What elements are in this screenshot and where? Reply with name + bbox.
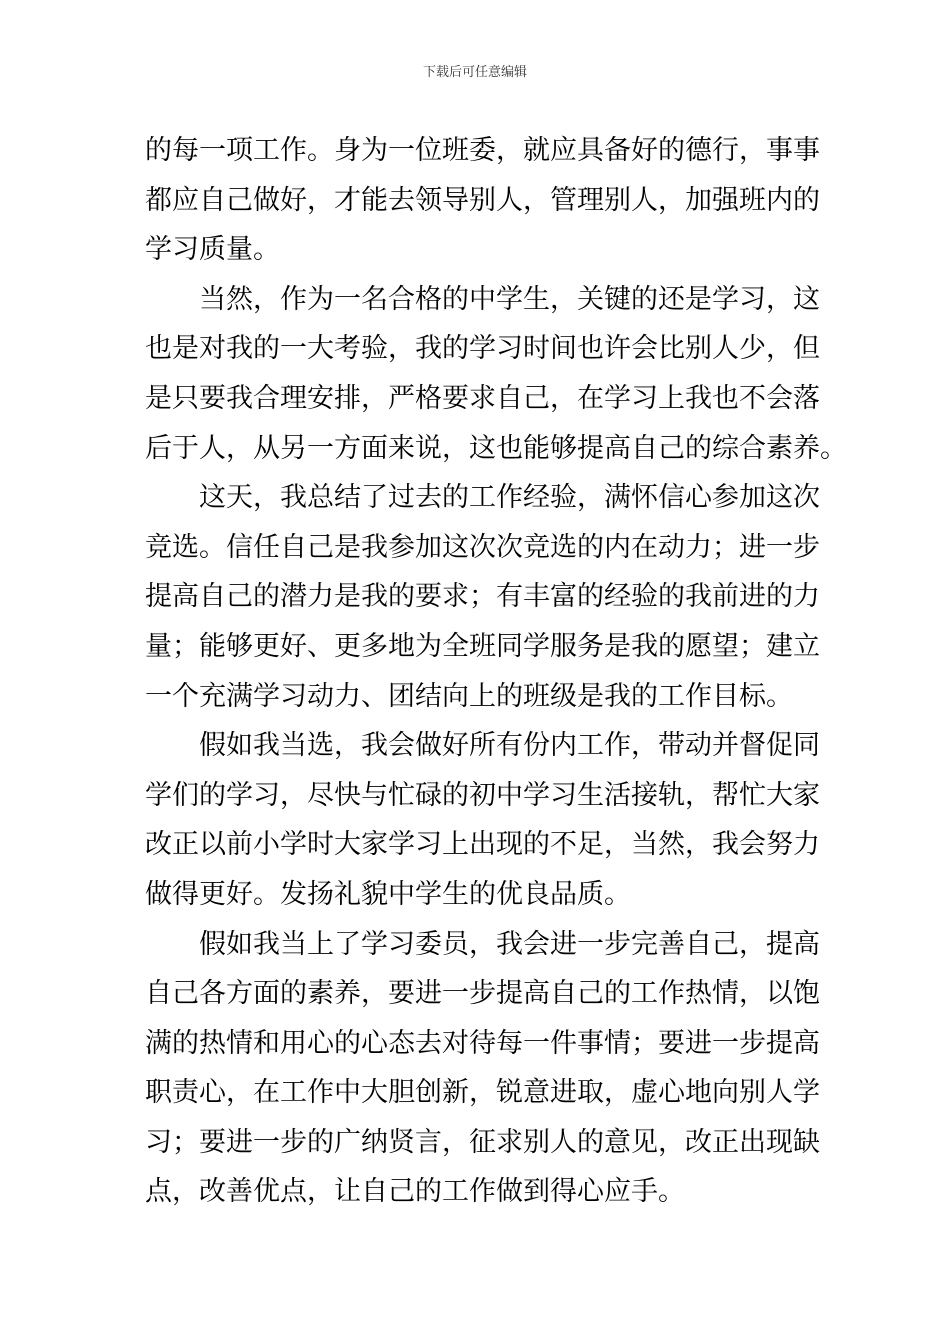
paragraph-2: [145, 275, 847, 473]
text-line: 量；能够更好、更多地为全班同学服务是我的愿望；建立: [145, 630, 820, 662]
paragraph-3: [145, 473, 820, 721]
text-line: 提高自己的潜力是我的要求；有丰富的经验的我前进的力: [145, 581, 820, 613]
page-header: 下载后可任意编辑: [422, 65, 527, 80]
text-line: 是只要我合理安排，严格要求自己，在学习上我也不会落: [145, 382, 820, 414]
paragraph-5: [145, 920, 820, 1218]
text-line: 的每一项工作。身为一位班委，就应具备好的德行，事事: [145, 135, 820, 166]
text-line: 一个充满学习动力、团结向上的班级是我的工作目标。: [145, 680, 793, 712]
paragraph-1: [145, 126, 820, 275]
text-line: 学们的学习，尽快与忙碌的初中学习生活接轨，帮忙大家: [145, 779, 820, 811]
text-line: 点，改善优点，让自己的工作做到得心应手。: [145, 1176, 685, 1208]
text-line: 学习质量。: [145, 234, 280, 266]
text-line: 都应自己做好，才能去领导别人，管理别人，加强班内的: [145, 184, 820, 216]
text-line: 自己各方面的素养，要进一步提高自己的工作热情，以饱: [145, 978, 820, 1010]
text-line: 假如我当选，我会做好所有份内工作，带动并督促同: [199, 730, 820, 762]
text-line: 习；要进一步的广纳贤言，征求别人的意见，改正出现缺: [145, 1126, 820, 1158]
text-line: 也是对我的一大考验，我的学习时间也许会比别人少，但: [145, 333, 820, 365]
text-line: 竞选。信任自己是我参加这次次竞选的内在动力；进一步: [145, 531, 820, 563]
text-line: 满的热情和用心的心态去对待每一件事情；要进一步提高: [145, 1027, 820, 1059]
text-line: 当然，作为一名合格的中学生，关键的还是学习，这: [199, 283, 820, 315]
text-line: 职责心，在工作中大胆创新，锐意进取，虚心地向别人学: [145, 1077, 820, 1109]
text-line: 这天，我总结了过去的工作经验，满怀信心参加这次: [199, 482, 820, 514]
text-line: 后于人，从另一方面来说，这也能够提高自己的综合素养。: [145, 432, 847, 464]
text-line: 做得更好。发扬礼貌中学生的优良品质。: [145, 878, 631, 910]
document-body: [145, 126, 847, 1217]
text-line: 假如我当上了学习委员，我会进一步完善自己，提高: [199, 928, 820, 960]
paragraph-4: [145, 721, 820, 919]
text-line: 改正以前小学时大家学习上出现的不足，当然，我会努力: [145, 829, 820, 861]
